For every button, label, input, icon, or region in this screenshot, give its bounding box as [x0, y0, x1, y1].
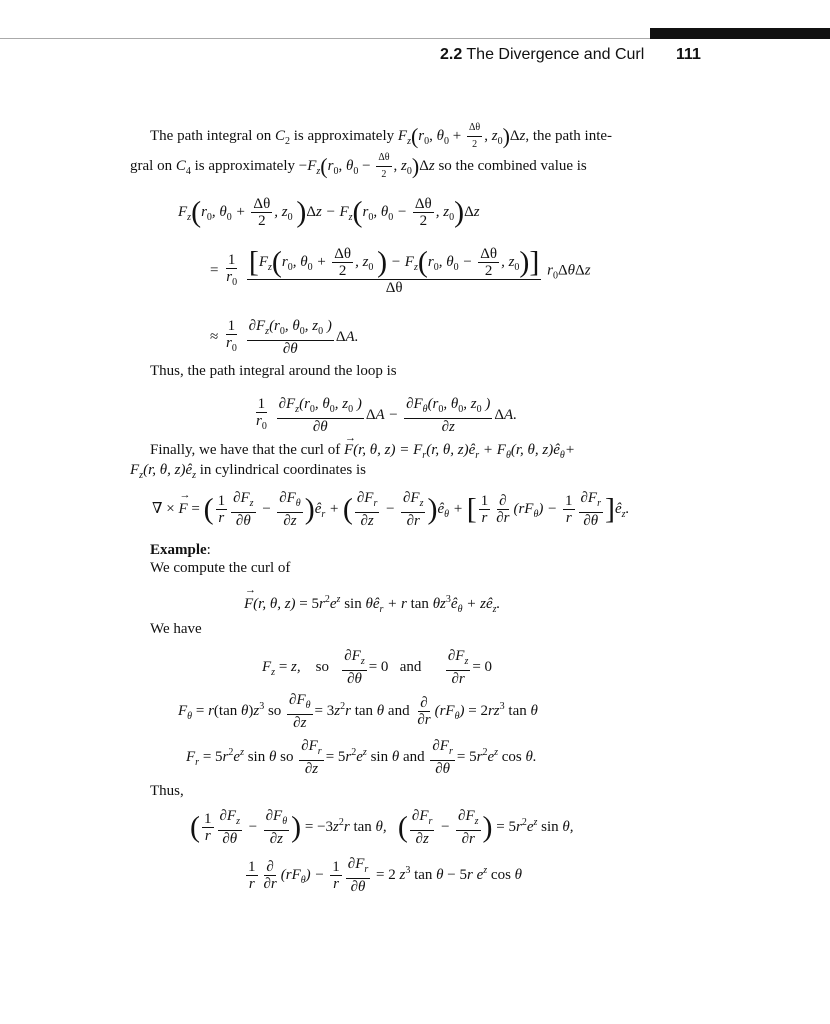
- equation-result-components: ( $\frac{1}{r}$ $\frac{\partial F_z}{\partial\theta}$ − $\frac{\partial F_\theta}{\partial z}$ ) = $-3z^2r$ tan θ, ( $\frac{\partial F_r}{\partial z}$ − $\frac{\partial F_z}{\partial r}$ ) = $5r^2e^z$ sin θ,: [190, 808, 574, 847]
- page-number: 111: [676, 46, 701, 63]
- equation-fr: $F_r = 5r^2e^z$ sin θ so $\frac{\partial F_r}{\partial z}$ = $5r^2e^z$ sin θ and $\frac{\partial F_r}{\partial\theta}$ = $5r^2e^z$ cos θ.: [186, 738, 537, 777]
- equation-approximation: ≈ $\frac{1}{r_0}$ $\frac{\partial F_z(r_0, \theta_0, z_0 )}{\partial\theta}$ ΔA.: [210, 318, 359, 357]
- header-tab: [650, 28, 830, 39]
- thus-text: Thus,: [150, 783, 184, 799]
- equation-loop-integral: $\frac{1}{r_0}$ $\frac{\partial F_z(r_0, \theta_0, z_0 )}{\partial\theta}$ ΔA − $\frac{\partial F_\theta(r_0, \theta_0, z_0 )}{\partial z}$ ΔA.: [256, 396, 517, 435]
- equation-result-z: $\frac{1}{r}$ $\frac{\partial}{\partial r}$ $(rF_\theta)$ − $\frac{1}{r}$ $\frac{\partial F_r}{\partial\theta}$ = 2 $z^3$ tan θ − 5r $e^z$ cos θ: [248, 856, 523, 895]
- example-heading: Example:: [150, 542, 211, 558]
- section-number: 2.2: [440, 46, 463, 63]
- curl-text-line-2: $F_z(r$, θ, $z)ê_z$ in cylindrical coordinates is: [130, 462, 366, 481]
- equation-fz: $F_z = z$, so $\frac{\partial F_z}{\partial\theta}$ = 0 and $\frac{\partial F_z}{\partial r}$ = 0: [262, 648, 493, 687]
- example-intro: We compute the curl of: [150, 560, 291, 576]
- header-rule: [0, 38, 650, 39]
- paragraph-line-2: gral on $C_4$ is approximately $-F_z(r_0$, $\theta_0$ − $\frac{\Delta\theta}{2}$ , $z_0)\Delta z$ so the combined value is: [130, 152, 587, 180]
- curl-text-line-1: Finally, we have that the curl of → F(r, θ, $z) = F_r(r$, θ, $z)ê_r + F_\theta(r$, θ, $z)ê_\theta+$: [150, 441, 575, 465]
- equation-curl-cylindrical: ∇ × → F = ( $\frac{1}{r}$ $\frac{\partial F_z}{\partial\theta}$ − $\frac{\partial F_\theta}{\partial z}$ )$ê_r$ + ( $\frac{\partial F_r}{\partial z}$ − $\frac{\partial F_z}{\partial r}$ )$ê_\theta$ + [ $\frac{1}{r}$ $\frac{\partial}{\partial r}$ $(rF_\theta)$ − $\frac{1}{r}$ $\frac{\partial F_r}{\partial\theta}$ ]$ê_z$.: [152, 490, 629, 529]
- equation-difference-quotient: = $\frac{1}{r_0}$ [$F_z(r_0$, $\theta_0$ + $\frac{\Delta\theta}{2}$ , $z_0$ ) − $F_z(r_0$, $\theta_0$ − $\frac{\Delta\theta}{2}$ , $z_0$)] Δθ $r_0\Delta\theta\Delta z$: [210, 245, 591, 296]
- equation-vector-field: → F(r, θ, $z) = 5r^2e^z$ $\sin \theta ê_r + r$ $\tan \theta z^3ê_\theta$ + $zê_z$.: [244, 594, 500, 615]
- paragraph-line-1: The path integral on $C_2$ is approximately $F_z(r_0$, $\theta_0$ + $\frac{\Delta\theta}{2}$ , $z_0)\Delta z$, the path inte-: [150, 122, 613, 150]
- page-header: [0, 46, 830, 68]
- we-have-text: We have: [150, 621, 202, 637]
- equation-combined-value: $F_z(r_0$, $\theta_0$ + $\frac{\Delta\theta}{2}$ , $z_0$ )$\Delta z - F_z(r_0$, $\theta_0$ − $\frac{\Delta\theta}{2}$ , $z_0)\Delta z$: [178, 195, 480, 229]
- equation-ftheta: $F_\theta = r(\tan$ $\theta)z^3$ so $\frac{\partial F_\theta}{\partial z}$ = $3z^2r$ tan θ and $\frac{\partial}{\partial r}$ $(rF_\theta) = 2rz^3$ tan θ: [178, 692, 538, 731]
- loop-text: Thus, the path integral around the loop is: [150, 363, 397, 379]
- section-title: The Divergence and Curl: [466, 46, 645, 63]
- section-heading: [440, 46, 644, 64]
